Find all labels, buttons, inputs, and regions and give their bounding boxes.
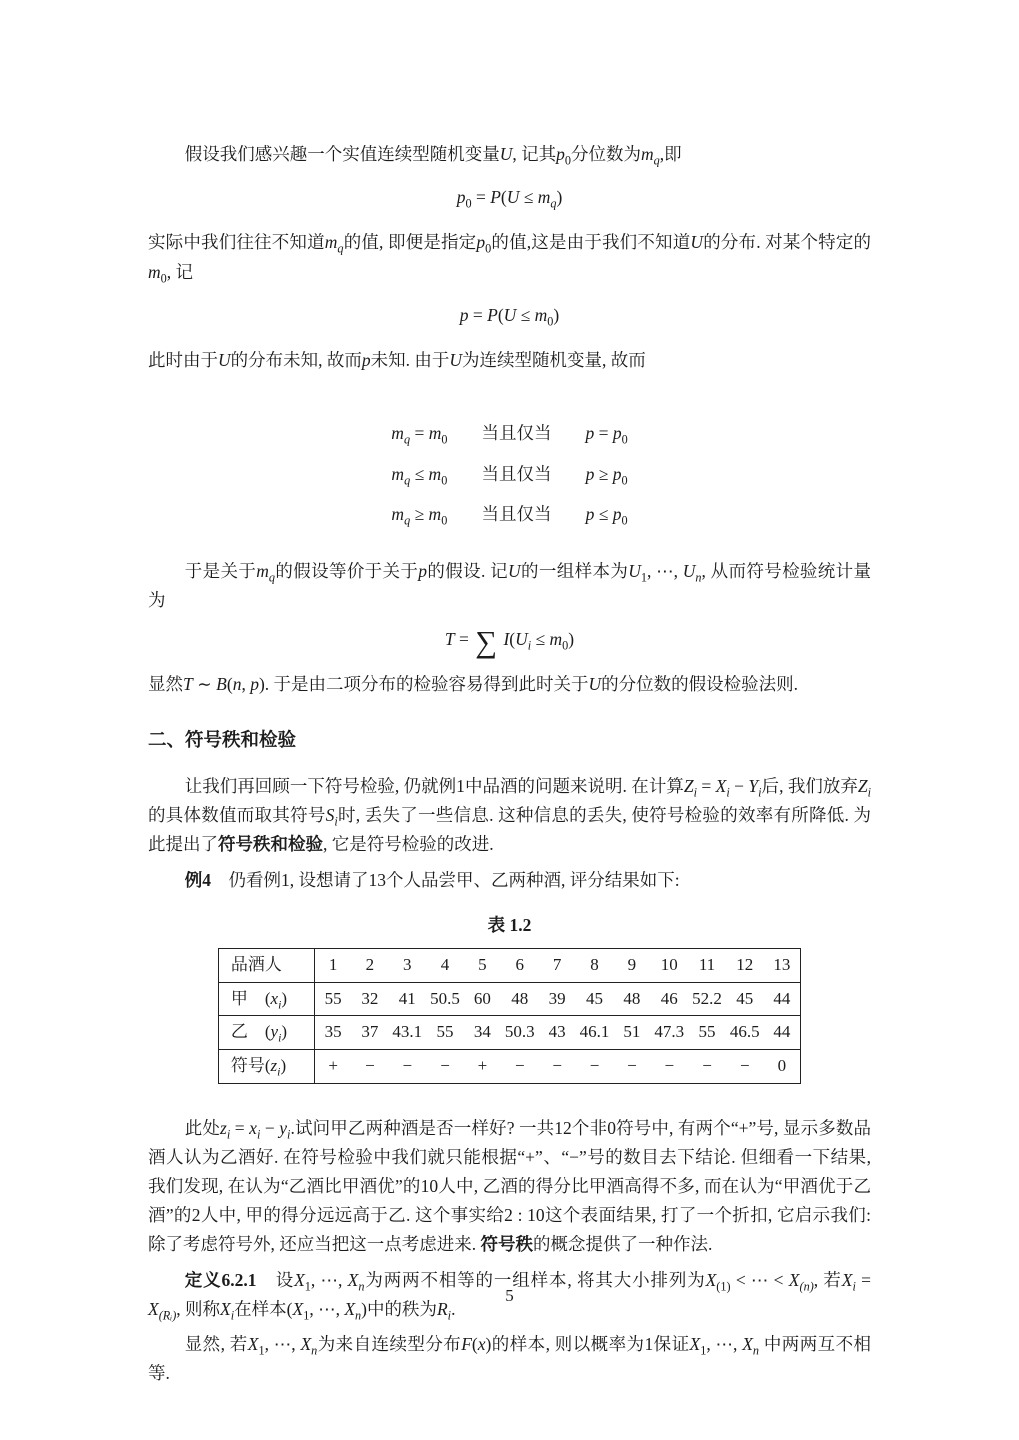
table-cell: 50.5 <box>426 982 464 1016</box>
iff-label: 当且仅当 <box>481 463 552 484</box>
table-cell: − <box>613 1049 650 1083</box>
equation-left: $m_q \ge m_0$ <box>391 503 448 528</box>
table-cell: 10 <box>650 948 688 982</box>
table-cell: − <box>688 1049 726 1083</box>
equation-left: $m_q = m_0$ <box>391 423 448 447</box>
paragraph-example: 例4 仍看例1, 设想请了13个人品尝甲、乙两种酒, 评分结果如下: <box>184 869 680 890</box>
table-cell: 46.1 <box>576 1016 614 1050</box>
table-cell: 13 <box>764 948 801 982</box>
equation-right: $p \ge p_0$ <box>585 463 628 488</box>
table-cell: 39 <box>539 982 576 1016</box>
table-row <box>218 982 800 1016</box>
table-cell: 41 <box>388 982 426 1016</box>
table-header-label: 品酒人 <box>218 948 314 982</box>
table-cell: + <box>464 1049 501 1083</box>
table-cell: − <box>426 1049 464 1083</box>
page-number: 5 <box>505 1286 514 1305</box>
paragraph: 于是关于$m_q$的假设等价于关于p的假设. 记U的一组样本为$U_1$, ⋯, $U_n$, 从而符号检验统计量为 <box>148 560 872 611</box>
table-cell: 12 <box>726 948 764 982</box>
iff-equations-grid <box>391 419 627 529</box>
equation-right: $p = p_0$ <box>585 423 628 447</box>
table-cell: 43 <box>539 1016 576 1050</box>
paragraph-definition: 定义6.2.1 设$X_1$, ⋯, $X_n$为两两不相等的一组样本, 将其大小排列为$X_{(1)}$ < ⋯ < $X_{(n)}$, 若$X_i = X_{(Rᵢ)}$, 则称$X_i$在样本($X_1$, ⋯, $X_n$)中的秩为$R_i$. <box>148 1269 872 1323</box>
table-cell: 55 <box>314 982 351 1016</box>
table-cell: 35 <box>314 1016 351 1050</box>
table-cell: 45 <box>576 982 614 1016</box>
paragraph: 显然T ∼ B(n, p). 于是由二项分布的检验容易得到此时关于U的分位数的假设检验法则. <box>148 673 799 694</box>
table-cell: 55 <box>688 1016 726 1050</box>
table-cell: 6 <box>501 948 539 982</box>
table-cell: 8 <box>576 948 614 982</box>
equation-left: $m_q \le m_0$ <box>391 463 448 488</box>
table-caption: 表 1.2 <box>487 914 532 935</box>
table-cell: 60 <box>464 982 501 1016</box>
table-cell: 50.3 <box>501 1016 539 1050</box>
table-cell: 55 <box>426 1016 464 1050</box>
table-cell: 32 <box>351 982 388 1016</box>
iff-label: 当且仅当 <box>481 503 552 524</box>
table-cell: − <box>388 1049 426 1083</box>
table-cell: 44 <box>764 982 801 1016</box>
table-row <box>218 1049 800 1083</box>
table-cell: − <box>726 1049 764 1083</box>
table-cell: 43.1 <box>388 1016 426 1050</box>
table-cell: 0 <box>764 1049 801 1083</box>
table-cell: 44 <box>764 1016 801 1050</box>
table-cell: 48 <box>613 982 650 1016</box>
row-label: 符号$(z_i)$ <box>218 1049 314 1083</box>
paragraph: 此处$z_i = x_i - y_i$.试问甲乙两种酒是否一样好? 一共12个非0符号中, 有两个“+”号, 显示多数品酒人认为乙酒好. 在符号检验中我们就只能根据“+”、“−”号的数目去下结论. 但细看一下结果, 我们发现, 在认为“乙酒比甲酒优”的10人中, 乙酒的得分比甲酒高得不多, 而在认为“甲酒优于乙酒”的2人中, 甲的得分远远高于乙. 这个事实给2 : 10这个表面结果, 打了一个折扣, 它启示我们: 除了考虑符号外, 还应当把这一点考虑进来. 符号秩的概念提供了一种作法. <box>148 1117 871 1255</box>
formula-quantile-p0: $p_0 = P(U \le m_q)$ <box>456 187 563 211</box>
table-cell: − <box>650 1049 688 1083</box>
paragraph: 此时由于U的分布未知, 故而p未知. 由于U为连续型随机变量, 故而 <box>148 350 646 371</box>
table-cell: 7 <box>539 948 576 982</box>
paragraph: 实际中我们往往不知道$m_q$的值, 即便是指定$p_0$的值,这是由于我们不知道U的分布. 对某个特定的$m_0$, 记 <box>148 232 872 286</box>
formula-sign-statistic: T = ∑ $I(U_i \le m_0)$ <box>444 625 575 660</box>
scores-table <box>218 948 801 1084</box>
table-row <box>218 1016 800 1050</box>
table-cell: 3 <box>388 948 426 982</box>
table-cell: 34 <box>464 1016 501 1050</box>
table-cell: 37 <box>351 1016 388 1050</box>
table-cell: − <box>539 1049 576 1083</box>
paragraph: 让我们再回顾一下符号检验, 仍就例1中品酒的问题来说明. 在计算$Z_i = X_i - Y_i$后, 我们放弃$Z_i$的具体数值而取其符号$S_i$时, 丢失了一些信息. 这种信息的丢失, 使符号检验的效率有所降低. 为此提出了符号秩和检验, 它是符号检验的改进. <box>148 775 872 855</box>
table-cell: 45 <box>726 982 764 1016</box>
table-cell: − <box>351 1049 388 1083</box>
row-label: 乙 $(y_i)$ <box>218 1016 314 1050</box>
table-header-row <box>218 948 800 982</box>
table-cell: 4 <box>426 948 464 982</box>
equation-right: $p \le p_0$ <box>585 503 628 528</box>
table-cell: 46.5 <box>726 1016 764 1050</box>
table-cell: 11 <box>688 948 726 982</box>
section-heading: 二、符号秩和检验 <box>148 728 297 750</box>
table-cell: 47.3 <box>650 1016 688 1050</box>
table-cell: − <box>576 1049 614 1083</box>
paragraph: 显然, 若$X_1$, ⋯, $X_n$为来自连续型分布F(x)的样本, 则以概率为1保证$X_1$, ⋯, $X_n$ 中两两互不相等. <box>148 1334 872 1384</box>
table-cell: 5 <box>464 948 501 982</box>
table-cell: 9 <box>613 948 650 982</box>
row-label: 甲 $(x_i)$ <box>218 982 314 1016</box>
table-cell: 52.2 <box>688 982 726 1016</box>
paragraph: 假设我们感兴趣一个实值连续型随机变量U, 记其$p_0$分位数为$m_q$,即 <box>184 144 682 168</box>
table-cell: 51 <box>613 1016 650 1050</box>
page-content <box>148 140 871 1395</box>
table-cell: 46 <box>650 982 688 1016</box>
table-cell: + <box>314 1049 351 1083</box>
table-cell: 2 <box>351 948 388 982</box>
iff-equations-block <box>148 419 871 529</box>
table-cell: − <box>501 1049 539 1083</box>
iff-label: 当且仅当 <box>481 423 552 444</box>
table-cell: 48 <box>501 982 539 1016</box>
formula-quantile-p: $p = P(U \le m_0)$ <box>459 304 560 329</box>
table-cell: 1 <box>314 948 351 982</box>
